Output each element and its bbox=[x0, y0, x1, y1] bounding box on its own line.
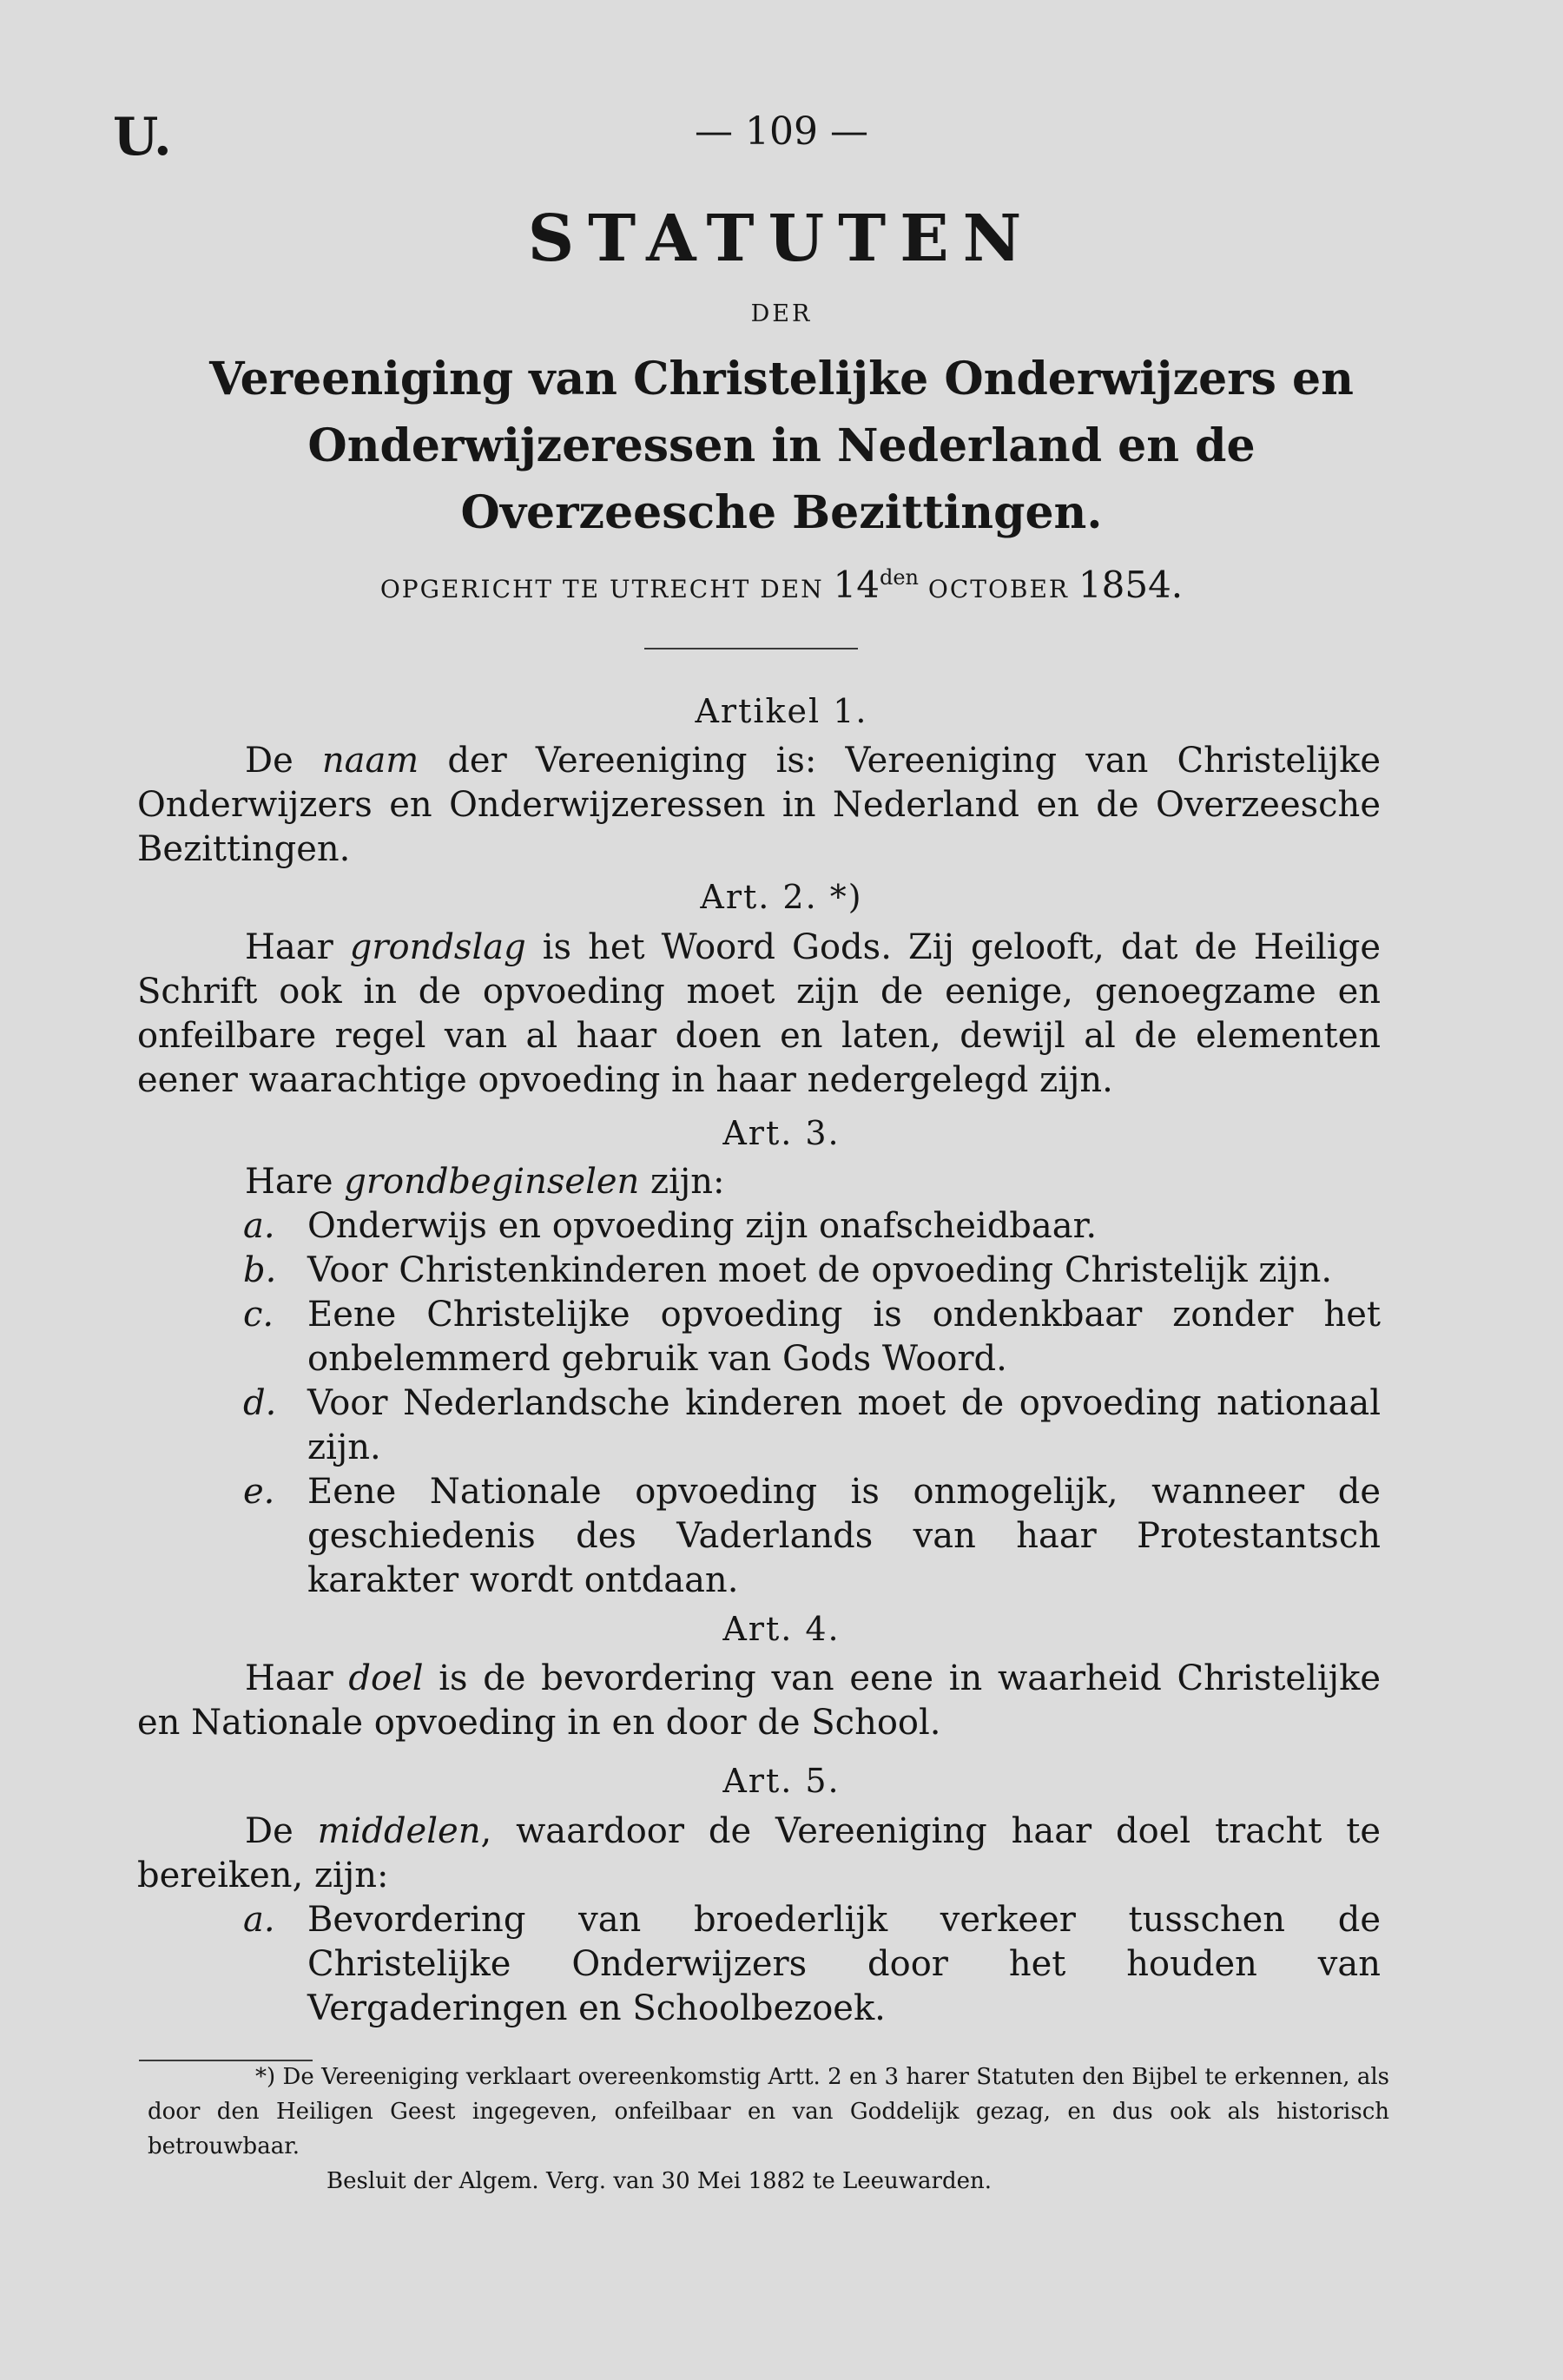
article-4-heading: Art. 4. bbox=[722, 1610, 841, 1648]
article-2-term: grondslag bbox=[349, 927, 526, 967]
list-item: a. Bevordering van broederlijk verkeer tusschen de Christelijke Onderwijzers door het houden van Vergaderingen en Schoolbezoek. bbox=[243, 1900, 1381, 2028]
article-3-term: grondbeginselen bbox=[344, 1162, 640, 1202]
article-5-heading: Art. 5. bbox=[722, 1762, 841, 1800]
founding-day-suffix: den bbox=[879, 565, 919, 590]
article-1-term: naam bbox=[321, 741, 419, 781]
article-3-intro: Hare grondbeginselen zijn: bbox=[245, 1162, 725, 1202]
article-3-heading: Art. 3. bbox=[722, 1114, 841, 1152]
list-item: d. Voor Nederlandsche kinderen moet de opvoeding nationaal zijn. bbox=[243, 1383, 1381, 1467]
list-item: c. Eene Christelijke opvoeding is ondenkbaar zonder het onbelemmerd gebruik van Gods Woord. bbox=[243, 1295, 1381, 1379]
founding-day: $14^{den}$ bbox=[833, 564, 919, 606]
article-2-text: Haar grondslag is het Woord Gods. Zij gelooft, dat de Heilige Schrift ook in de opvoeding moet zijn de eenige, genoegzame en onfeilbare regel van al haar doen en laten, dewijl al de elementen eener waarachtige opvoeding in haar nedergelegd zijn. bbox=[137, 927, 1381, 1100]
separator-rule bbox=[644, 648, 858, 649]
founding-prefix: OPGERICHT TE UTRECHT DEN bbox=[379, 575, 824, 603]
footnote-text: *) De Vereeniging verklaart overeenkomstig Artt. 2 en 3 harer Statuten den Bijbel te erkennen, als door den Heiligen Geest ingegeven, onfeilbaar en van Goddelijk gezag, en dus ook als historisch betrouwbaar. bbox=[148, 2064, 1389, 2159]
list-item: e. Eene Nationale opvoeding is onmogelijk, wanneer de geschiedenis des Vaderlands van haar Protestantsch karakter wordt ontdaan. bbox=[243, 1472, 1381, 1600]
article-1-heading: Artikel 1. bbox=[695, 692, 868, 730]
list-item: b. Voor Christenkinderen moet de opvoeding Christelijk zijn. bbox=[243, 1250, 1333, 1290]
footnote bbox=[148, 2060, 1389, 2199]
association-name bbox=[0, 346, 1563, 546]
founding-year: 1854. bbox=[1078, 564, 1184, 606]
founding-line bbox=[0, 556, 1563, 611]
document-title: STATUTEN bbox=[527, 201, 1036, 276]
heading-line: Onderwijzeressen in Nederland en de bbox=[307, 419, 1256, 472]
section-mark: U. bbox=[113, 107, 172, 168]
list-item: a. Onderwijs en opvoeding zijn onafscheidbaar. bbox=[243, 1206, 1098, 1246]
article-2-heading: Art. 2. *) bbox=[700, 878, 863, 916]
article-3-list bbox=[243, 1204, 1381, 1603]
founding-month: OCTOBER bbox=[927, 575, 1070, 603]
article-4-text: Haar doel is de bevordering van eene in waarheid Christelijke en Nationale opvoeding in en door de School. bbox=[137, 1658, 1381, 1743]
article-1-text: De naam der Vereeniging is: Vereeniging van Christelijke Onderwijzers en Onderwijzeressen in Nederland en de Overzeesche Bezittingen. bbox=[137, 741, 1381, 869]
article-5-list bbox=[243, 1898, 1381, 2031]
article-5-intro: De middelen, waardoor de Vereeniging haar doel tracht te bereiken, zijn: bbox=[137, 1811, 1381, 1895]
heading-line: Vereeniging van Christelijke Onderwijzers en bbox=[209, 353, 1354, 405]
title-connector: DER bbox=[750, 300, 813, 327]
page-number: — 109 — bbox=[695, 109, 868, 154]
footnote-source: Besluit der Algem. Verg. van 30 Mei 1882 te Leeuwarden. bbox=[326, 2168, 993, 2194]
article-5-term: middelen bbox=[317, 1811, 481, 1851]
heading-line: Overzeesche Bezittingen. bbox=[460, 486, 1103, 539]
article-4-term: doel bbox=[348, 1658, 424, 1698]
